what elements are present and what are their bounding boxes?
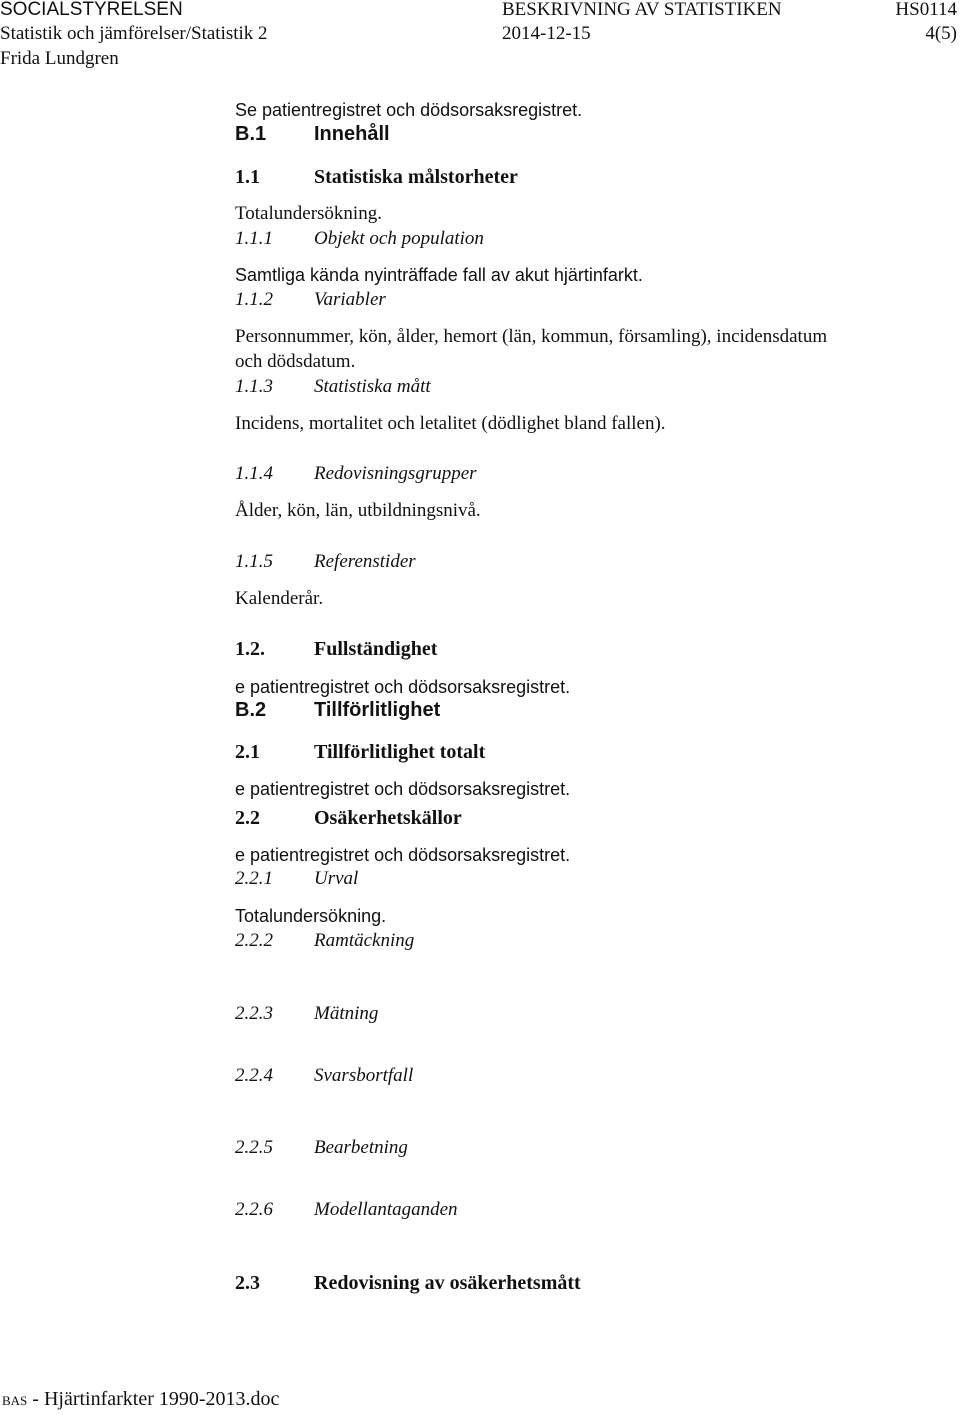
- section-number: 2.2.2: [235, 930, 273, 951]
- footer-file: - Hjärtinfarkter 1990-2013.doc: [27, 1388, 280, 1410]
- section-number: 2.2: [235, 807, 260, 829]
- section-title: Fullständighet: [314, 638, 438, 660]
- section-1-1-1-text: Samtliga kända nyinträffade fall av akut hjärtinfarkt.: [235, 265, 643, 285]
- section-title: Tillförlitlighet totalt: [314, 741, 486, 763]
- section-2-2-text: e patientregistret och dödsorsaksregistret.: [235, 845, 571, 865]
- section-number: 1.1: [235, 166, 260, 188]
- section-title: Svarsbortfall: [314, 1065, 414, 1086]
- section-title: Referenstider: [314, 551, 416, 572]
- section-number: 1.1.3: [235, 376, 273, 397]
- section-number: 2.2.4: [235, 1065, 273, 1086]
- header-author: Frida Lundgren: [0, 48, 119, 69]
- section-number: 1.1.1: [235, 228, 273, 249]
- section-title: Mätning: [314, 1003, 379, 1024]
- section-1-1-4-text: Ålder, kön, län, utbildningsnivå.: [235, 500, 481, 521]
- section-1-1-3-text: Incidens, mortalitet och letalitet (dödlighet bland fallen).: [235, 413, 666, 434]
- section-number: B.2: [235, 699, 267, 721]
- section-1-1-5-text: Kalenderår.: [235, 588, 324, 609]
- section-1-2-text: e patientregistret och dödsorsaksregistret.: [235, 677, 571, 697]
- section-title: Statistiska mått: [314, 376, 431, 397]
- section-number: 2.2.1: [235, 868, 273, 889]
- section-title: Redovisning av osäkerhetsmått: [314, 1272, 581, 1294]
- section-1-1-2-text-line1: Personnummer, kön, ålder, hemort (län, kommun, församling), incidensdatum: [235, 326, 828, 347]
- section-title: Redovisningsgrupper: [314, 463, 477, 484]
- section-title: Statistiska målstorheter: [314, 166, 518, 188]
- section-2-2-1-text: Totalundersökning.: [235, 906, 387, 926]
- section-title: Urval: [314, 868, 359, 889]
- header-doc-type: BESKRIVNING AV STATISTIKEN: [502, 0, 782, 20]
- section-title: Objekt och population: [314, 228, 484, 249]
- header-date: 2014-12-15: [502, 23, 591, 44]
- section-number: 1.1.5: [235, 551, 273, 572]
- section-1-1-2-text-line2: och dödsdatum.: [235, 351, 356, 372]
- header-doc-code: HS0114: [895, 0, 957, 20]
- section-number: 1.1.4: [235, 463, 273, 484]
- footer-prefix: BAS: [2, 1393, 28, 1408]
- intro-text: Se patientregistret och dödsorsaksregistret.: [235, 100, 583, 120]
- section-number: 2.3: [235, 1272, 260, 1294]
- section-title: Tillförlitlighet: [314, 699, 441, 721]
- section-1-1-text: Totalundersökning.: [235, 203, 382, 224]
- section-number: 2.2.6: [235, 1199, 273, 1220]
- section-number: 1.1.2: [235, 289, 273, 310]
- section-number: 2.2.3: [235, 1003, 273, 1024]
- section-title: Variabler: [314, 289, 386, 310]
- header-page-number: 4(5): [925, 23, 957, 44]
- section-title: Modellantaganden: [314, 1199, 458, 1220]
- header-org: SOCIALSTYRELSEN: [0, 0, 183, 20]
- section-title: Bearbetning: [314, 1137, 408, 1158]
- section-number: B.1: [235, 123, 267, 145]
- section-number: 2.2.5: [235, 1137, 273, 1158]
- section-title: Innehåll: [314, 123, 390, 145]
- section-number: 2.1: [235, 741, 260, 763]
- section-2-1-text: e patientregistret och dödsorsaksregistret.: [235, 779, 571, 799]
- section-title: Osäkerhetskällor: [314, 807, 462, 829]
- footer-filename: [2, 1389, 279, 1409]
- section-title: Ramtäckning: [314, 930, 415, 951]
- header-department: Statistik och jämförelser/Statistik 2: [0, 23, 268, 44]
- section-number: 1.2.: [235, 638, 265, 660]
